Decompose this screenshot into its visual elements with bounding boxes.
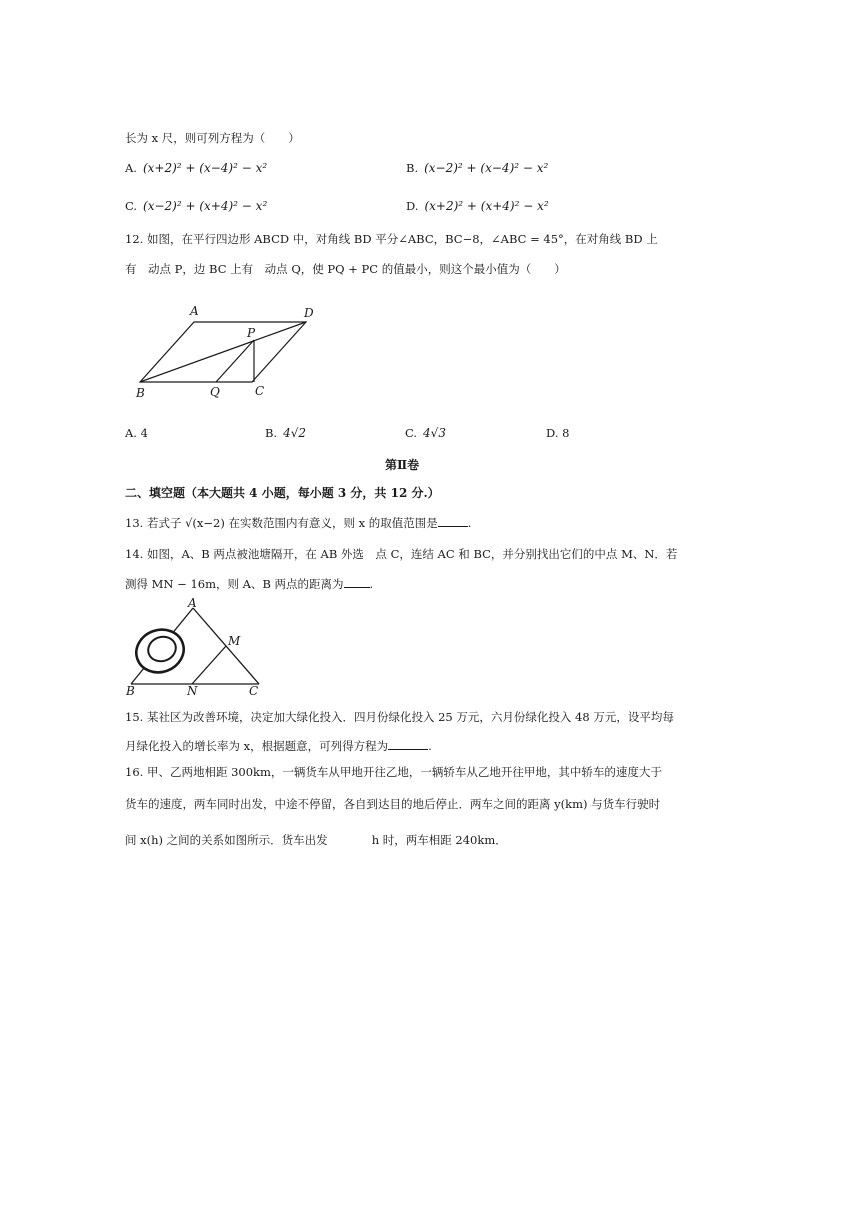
option-label: A. 4 (125, 426, 148, 440)
option-label: C. (405, 426, 418, 440)
q11-option-d (406, 198, 549, 214)
label-a: A (188, 596, 197, 610)
q16-line3b: h 时，两车相距 240km． (371, 833, 507, 847)
option-label: D. (406, 199, 419, 213)
q14-answer-blank[interactable] (344, 575, 370, 588)
label-q: Q (210, 385, 220, 399)
q12-line2: 有 动点 P，边 BC 上有 动点 Q，使 PQ + PC 的值最小，则这个最小值为（ ） (125, 262, 566, 276)
section-title: 二、填空题（本大题共 4 小题，每小题 3 分，共 12 分.） (125, 486, 440, 500)
q15-line1: 15. 某社区为改善环境，决定加大绿化投入．四月份绿化投入 25 万元，六月份绿化投入 48 万元，设平均每 (125, 710, 674, 724)
q12-line1: 12. 如图，在平行四边形 ABCD 中，对角线 BD 平分∠ABC，BC−8，∠ABC = 45°，在对角线 BD 上 (125, 232, 658, 246)
label-b: B (126, 684, 135, 698)
label-b: B (136, 386, 145, 400)
option-label: B. (406, 161, 419, 175)
q11-option-b (406, 160, 548, 176)
q15-period: . (428, 739, 432, 753)
q15-line2-wrap (125, 737, 432, 754)
q16-line2: 货车的速度，两车同时出发，中途不停留，各自到达目的地后停止．两车之间的距离 y(km) 与货车行驶时 (125, 797, 661, 811)
option-expr: (x−2)² + (x−4)² − x² (424, 161, 549, 175)
option-label: D. 8 (546, 426, 570, 440)
option-label: C. (125, 199, 138, 213)
option-expr: (x+2)² + (x+4)² − x² (424, 199, 549, 213)
q14-line2: 测得 MN − 16m，则 A、B 两点的距离为 (125, 577, 344, 591)
option-expr: 4√2 (283, 426, 307, 440)
q13-line (125, 514, 471, 531)
q16-line1: 16. 甲、乙两地相距 300km，一辆货车从甲地开往乙地，一辆轿车从乙地开往甲地，其中轿车的速度大于 (125, 765, 662, 779)
q14-line2-wrap (125, 575, 373, 592)
q14-pond-figure (122, 595, 272, 699)
label-p: P (247, 326, 256, 340)
q12-parallelogram-figure (130, 300, 330, 404)
option-expr: (x−2)² + (x+4)² − x² (143, 199, 268, 213)
label-a: A (190, 304, 199, 318)
pond-outer-icon (130, 623, 189, 679)
q13-period: . (467, 516, 472, 530)
label-n: N (187, 684, 198, 698)
q16-line3-wrap (125, 832, 507, 848)
segment-pq (216, 340, 254, 382)
q13-answer-blank[interactable] (438, 514, 468, 527)
q12-option-a (125, 425, 154, 441)
q14-line1: 14. 如图，A、B 两点被池塘隔开，在 AB 外选 点 C，连结 AC 和 BC，并分别找出它们的中点 M、N．若 (125, 547, 678, 561)
q13-text: 13. 若式子 √(x−2) 在实数范围内有意义，则 x 的取值范围是 (125, 516, 438, 530)
option-expr: (x+2)² + (x−4)² − x² (142, 161, 268, 175)
label-c: C (249, 684, 259, 698)
q11-stem-tail: 长为 x 尺，则可列方程为（ ） (125, 131, 300, 145)
q12-option-d (546, 425, 575, 441)
volume-heading: 第Ⅱ卷 (385, 458, 420, 472)
q11-option-a (125, 160, 267, 176)
option-label: B. (265, 426, 278, 440)
q12-option-b (265, 425, 306, 441)
q16-line3a: 间 x(h) 之间的关系如图所示．货车出发 (125, 833, 328, 847)
label-d: D (304, 306, 314, 320)
q15-line2: 月绿化投入的增长率为 x，根据题意，可列得方程为 (125, 739, 389, 753)
q11-option-c (125, 198, 267, 214)
option-label: A. (125, 161, 137, 175)
q15-answer-blank[interactable] (388, 737, 428, 750)
label-c: C (255, 384, 265, 398)
q14-period: . (369, 577, 374, 591)
q12-option-c (405, 425, 446, 441)
option-expr: 4√3 (423, 426, 446, 440)
diagonal-bd (140, 322, 306, 382)
label-m: M (228, 634, 241, 648)
segment-mn (192, 646, 226, 684)
